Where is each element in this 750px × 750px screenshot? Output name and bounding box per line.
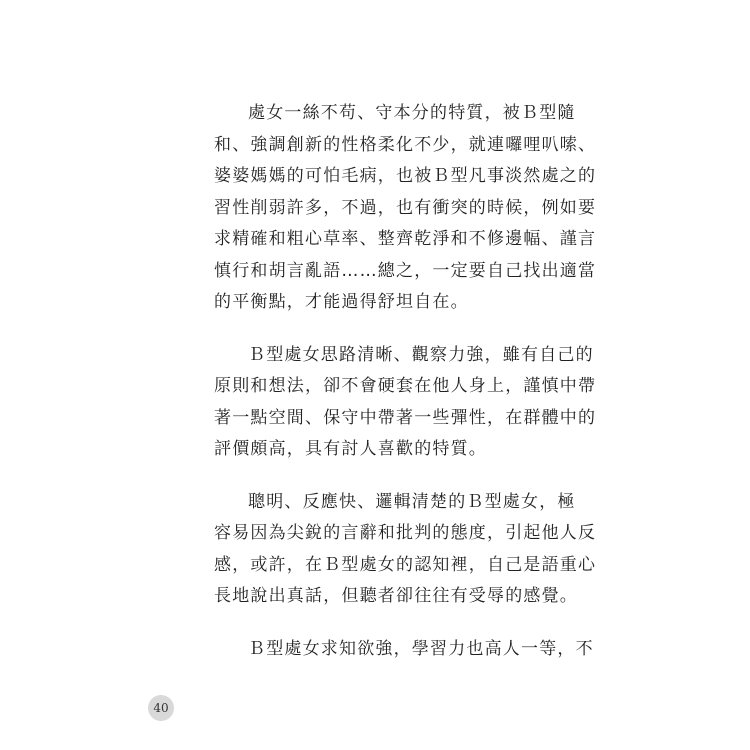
text-line: 聰明、反應快、邏輯清楚的Ｂ型處女，極	[248, 491, 576, 512]
text-line: Ｂ型處女求知欲強，學習力也高人一等，不	[248, 638, 594, 659]
page-number-badge	[148, 695, 174, 721]
text-line: 容易因為尖銳的言辭和批判的態度，引起他人反	[214, 523, 597, 543]
text-line: 婆婆媽媽的可怕毛病，也被Ｂ型凡事淡然處之的	[214, 166, 597, 186]
text-line: 處女一絲不苟、守本分的特質，被Ｂ型隨	[248, 103, 576, 123]
text-line: 的平衡點，才能過得舒坦自在。	[214, 292, 469, 312]
text-line: 著一點空間、保守中帶著一些彈性，在群體中的	[214, 407, 597, 428]
text-line: 感，或許，在Ｂ型處女的認知裡，自己是語重心	[214, 554, 597, 575]
text-line: 習性削弱許多，不過，也有衝突的時候，例如要	[214, 197, 597, 218]
text-line: 評價頗高，具有討人喜歡的特質。	[214, 439, 487, 459]
text-line: 長地說出真話，但聽者卻往往有受辱的感覺。	[214, 586, 578, 606]
paragraph	[214, 98, 597, 319]
text-line: Ｂ型處女思路清晰、觀察力強，雖有自己的	[248, 344, 594, 365]
paragraph	[214, 634, 594, 666]
text-line: 原則和想法，卻不會硬套在他人身上，謹慎中帶	[214, 376, 597, 396]
paragraph	[214, 340, 597, 466]
text-line: 和、強調創新的性格柔化不少，就連囉哩叭嗦、	[214, 134, 597, 155]
text-line: 求精確和粗心草率、整齊乾淨和不修邊幅、謹言	[214, 229, 597, 249]
text-line: 慎行和胡言亂語……總之，一定要自己找出適當	[214, 260, 597, 281]
body-text	[214, 98, 597, 686]
paragraph	[214, 487, 597, 613]
page-number: 40	[153, 701, 169, 715]
